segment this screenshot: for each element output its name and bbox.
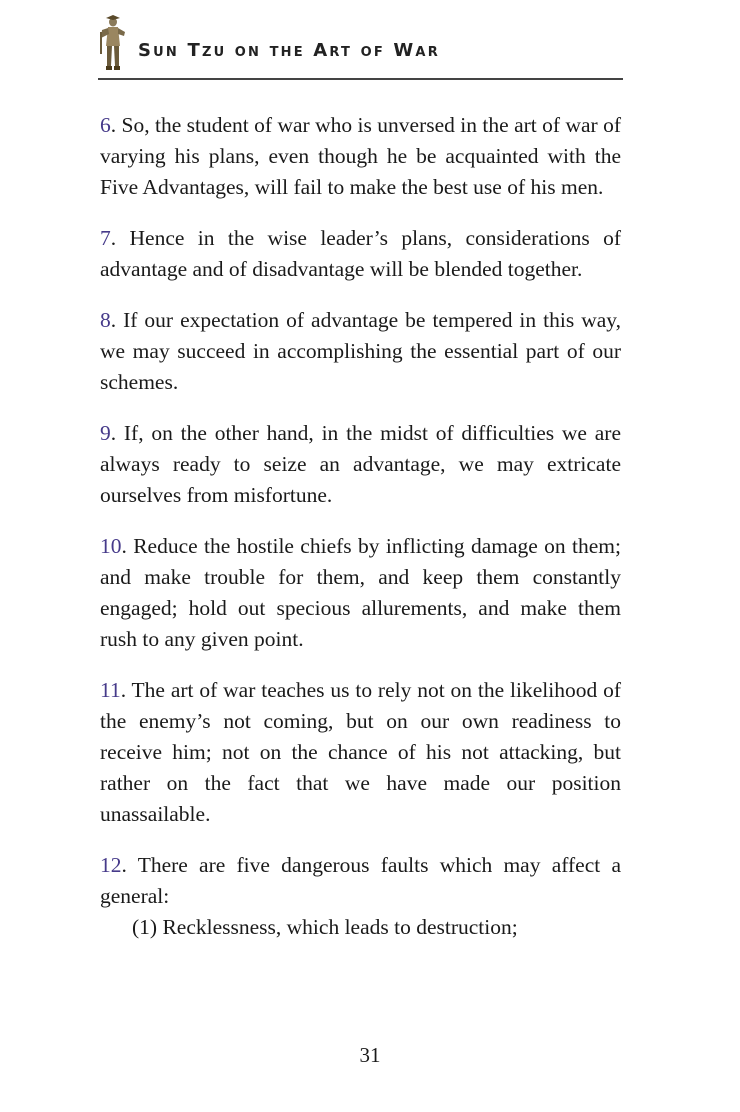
page-body	[100, 110, 621, 943]
paragraph-number: 12	[100, 853, 122, 877]
paragraph-text: . Reduce the hostile chiefs by inflicting damage on them; and make trouble for them, and keep them constantly engaged; hold out specious allurements, and make them rush to any given point.	[100, 534, 621, 651]
paragraph-number: 6	[100, 113, 111, 137]
paragraph-number: 9	[100, 421, 111, 445]
paragraph-10	[100, 531, 621, 655]
paragraph-text: . If our expectation of advantage be tempered in this way, we may succeed in accomplishing the essential part of our schemes.	[100, 308, 621, 394]
warrior-figure-icon	[98, 12, 128, 76]
paragraph-text: . So, the student of war who is unversed in the art of war of varying his plans, even though he be acquainted with the Five Advantages, will fail to make the best use of his men.	[100, 113, 621, 199]
paragraph-text: . Hence in the wise leader’s plans, considerations of advantage and of disadvantage will be blended together.	[100, 226, 621, 281]
paragraph-number: 11	[100, 678, 121, 702]
fault-list-item: (1) Recklessness, which leads to destruction;	[132, 915, 518, 939]
running-header-title: Sun Tzu on the Art of War	[138, 40, 440, 61]
header-rule	[98, 78, 623, 80]
paragraph-11	[100, 675, 621, 830]
paragraph-12	[100, 850, 621, 912]
paragraph-8	[100, 305, 621, 398]
paragraph-7	[100, 223, 621, 285]
paragraph-number: 8	[100, 308, 111, 332]
paragraph-text: . The art of war teaches us to rely not on the likelihood of the enemy’s not coming, but on our own readiness to receive him; not on the chance of his not attacking, but rather on the fact that we have made our position unassailable.	[100, 678, 621, 826]
paragraph-text: . There are five dangerous faults which may affect a general:	[100, 853, 621, 908]
page-number: 31	[359, 1043, 381, 1067]
page-header	[98, 12, 623, 80]
paragraph-9	[100, 418, 621, 511]
paragraph-number: 7	[100, 226, 111, 250]
paragraph-6	[100, 110, 621, 203]
paragraph-text: . If, on the other hand, in the midst of difficulties we are always ready to seize an advantage, we may extricate ourselves from misfortune.	[100, 421, 621, 507]
paragraph-number: 10	[100, 534, 122, 558]
